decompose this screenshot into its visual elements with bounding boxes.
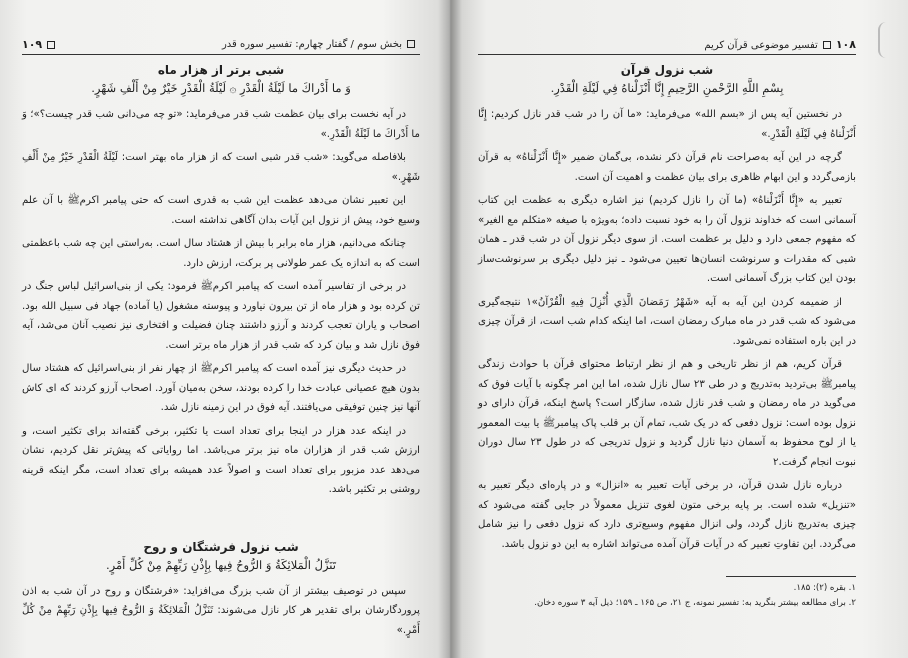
section-title: شب نزول فرشتگان و روح	[143, 539, 299, 554]
running-title-text: تفسیر موضوعی قرآن کریم	[704, 40, 818, 51]
section-gap	[22, 504, 420, 534]
footnote: ۱. بقره (۲): ۱۸۵.	[793, 583, 856, 593]
paragraph: قرآن کریم، هم از نظر تاریخی و هم از نظر ارتباط محتوای قرآن با حوادث زندگی پیامبرﷺ بی‌تردید به‌تدریج و در طی ۲۳ سال نازل شده، اما این امر چگونه با آیات فوق که می‌گوید در ماه رمضان و شب قدر نازل شده، سازگار است؟ پاسخ اینکه، قرآن دارای دو نزول بوده است: نزول دفعی که در یک شب، تمام آن بر قلب پاک پیامبرﷺ یا بیت المعمور یا از لوح محفوظ به آسمان دنیا نازل گردید و نزول تدریجی که در طول ۲۳ سال دوران نبوت انجام گرفت.۲	[478, 359, 856, 468]
quran-verse: تَنَزَّلُ الْمَلائِكَةُ وَ الرُّوحُ فِيها بِإِذْنِ رَبِّهِمْ مِنْ كُلِّ أَمْرٍ.	[106, 557, 336, 572]
book-gutter	[438, 0, 462, 658]
section-title: شبی برتر از هزار ماه	[157, 63, 285, 77]
paragraph: در نخستین آیه پس از «بسم الله» می‌فرماید: «ما آن را در شب قدر نازل کردیم: إِنَّا أَنْزَلْناهُ فِي لَيْلَةِ الْقَدْرِ.»	[478, 109, 856, 140]
paragraph: در برخی از تفاسیر آمده است که پیامبر اکرمﷺ فرمود: یکی از بنی‌اسرائیل لباس جنگ در تن کرده بود و هزار ماه از تن بیرون نیاورد و پیوسته مشغول (یا آماده) جهاد فی سبیل الله بود. اصحاب و یاران تعجب کردند و آرزو داشتند چنان فضیلت و افتخاری نیز نصیب آنان می‌شد، آیه فوق نازل شد و بیان کرد که شب قدر از هزار ماه برتر است.	[22, 281, 420, 351]
footnote: ۲. برای مطالعه بیشتر بنگرید به: تفسیر نمونه، ج ۲۱، ص ۱۶۵ ـ ۱۵۹؛ ذیل آیه ۳ سوره دخان.	[534, 598, 856, 608]
bullet-box-icon	[407, 40, 415, 48]
left-page	[0, 0, 450, 658]
bullet-box-icon	[823, 41, 831, 49]
footnote-divider	[726, 576, 856, 577]
section-title: شب نزول قرآن	[620, 63, 714, 77]
left-page-header	[22, 38, 420, 55]
page-number-text: ۱۰۸	[835, 38, 856, 51]
paragraph: در اینکه عدد هزار در اینجا برای تعداد است یا تکثیر، برخی گفته‌اند برای تکثیر است، و ارزش شب قدر از هزاران ماه نیز برتر می‌باشد. اما روایاتی که پیش‌تر نقل کردیم، نشان می‌دهد عدد مزبور برای تعداد است و اصولاً عدد همیشه برای تعداد است، مگر اینکه قرینه روشنی بر تکثیر باشد.	[22, 425, 420, 495]
page-number	[22, 38, 60, 51]
paragraph: در حدیث دیگری نیز آمده است که پیامبر اکرمﷺ از چهار نفر از بنی‌اسرائیل که هشتاد سال بدون هیچ عصیانی عبادت خدا را کرده بودند، سخن به‌میان آورد. اصحاب آرزو کردند که ای کاش آنها نیز چنین توفیقی می‌یافتند. آیه فوق در این زمینه نازل شد.	[22, 363, 420, 413]
paragraph: در آیه نخست برای بیان عظمت شب قدر می‌فرماید: «تو چه می‌دانی شب قدر چیست؟»؛ وَ ما أَدْراكَ ما لَيْلَةُ الْقَدْرِ.»	[22, 109, 420, 140]
page-number-text: ۱۰۹	[22, 38, 43, 51]
running-title	[222, 39, 420, 50]
paragraph: تعبیر به «إِنَّا أَنْزَلْناهُ» (ما آن را نازل کردیم) نیز اشاره دیگری به عظمت این کتاب آسمانی است که خداوند نزول آن را به خود نسبت داده؛ به‌ویژه با صیغه «متکلم مع الغیر» که مفهوم جمعی دارد و دلیل بر عظمت است. از سوی دیگر نزول آن در شب قدر ـ همان شبی که مقدرات و سرنوشت انسان‌ها تعیین می‌شود ـ نیز دلیل دیگری بر سرنوشت‌ساز بودن این کتاب بزرگ آسمانی است.	[478, 195, 856, 284]
paragraph: درباره نازل شدن قرآن، در برخی آیات تعبیر به «انزال» و در پاره‌ای دیگر تعبیر به «تنزیل» شده است. بر پایه برخی متون لغوی تنزیل معمولاً در جایی گفته می‌شود که چیزی به‌تدریج نازل گردد، ولی انزال مفهوم وسیع‌تری دارد که نزول دفعی را نیز شامل می‌گردد. این تفاوتِ تعبیر که در آیات قرآن آمده می‌تواند اشاره به این دو نزول باشد.	[478, 480, 856, 550]
right-page-header	[478, 38, 856, 55]
quran-verse: بِسْمِ اللَّهِ الرَّحْمنِ الرَّحِيمِ إِنَّا أَنْزَلْناهُ فِي لَيْلَةِ الْقَدْرِ.	[550, 81, 784, 95]
page-edge-mark	[878, 22, 892, 58]
paragraph: چنانکه می‌دانیم، هزار ماه برابر با بیش از هشتاد سال است. به‌راستی این چه شب باعظمتی است که به اندازه یک عمر طولانی پر برکت، ارزش دارد.	[22, 238, 420, 269]
paragraph: گرچه در این آیه به‌صراحت نام قرآن ذکر نشده، بی‌گمان ضمیر «إِنَّا أَنْزَلْناهُ» به قرآن بازمی‌گردد و این ابهام ظاهری برای بیان عظمت و اهمیت آن است.	[478, 152, 856, 183]
running-title-text: بخش سوم / گفتار چهارم: تفسیر سوره قدر	[221, 39, 402, 50]
quran-verse: وَ ما أَدْراكَ ما لَيْلَةُ الْقَدْرِ ۞ لَيْلَةُ الْقَدْرِ خَيْرٌ مِنْ أَلْفِ شَهْرٍ.	[91, 81, 351, 95]
right-page	[450, 0, 908, 658]
paragraph: این تعبیر نشان می‌دهد عظمت این شب به قدری است که حتی پیامبر اکرمﷺ با آن علم وسیع خود، پیش از نزول این آیات بدان آگاهی نداشته است.	[22, 195, 420, 226]
paragraph: سپس در توصیف بیشتر از آن شب بزرگ می‌افزاید: «فرشتگان و روح در آن شب به اذن پروردگارشان برای تقدیر هر کار نازل می‌شوند: تَنَزَّلُ الْمَلائِكَةُ وَ الرُّوحُ فِيها بِإِذْنِ رَبِّهِمْ مِنْ كُلِّ أَمْرٍ.»	[22, 585, 420, 636]
paragraph: از ضمیمه کردن این آیه به آیه «شَهْرُ رَمَضانَ الَّذِي أُنْزِلَ فِيهِ الْقُرْآنُ»۱ نتیجه‌گیری می‌شود که شب قدر در ماه مبارک رمضان است، اما اینکه کدام شب است، از قرآن چیزی در این باره استفاده نمی‌شود.	[478, 296, 856, 347]
paragraph: بلافاصله می‌گوید: «شب قدر شبی است که از هزار ماه بهتر است: لَيْلَةُ الْقَدْرِ خَيْرٌ مِنْ أَلْفِ شَهْرٍ.»	[22, 152, 420, 183]
page-number	[704, 38, 856, 51]
bullet-box-icon	[47, 41, 55, 49]
